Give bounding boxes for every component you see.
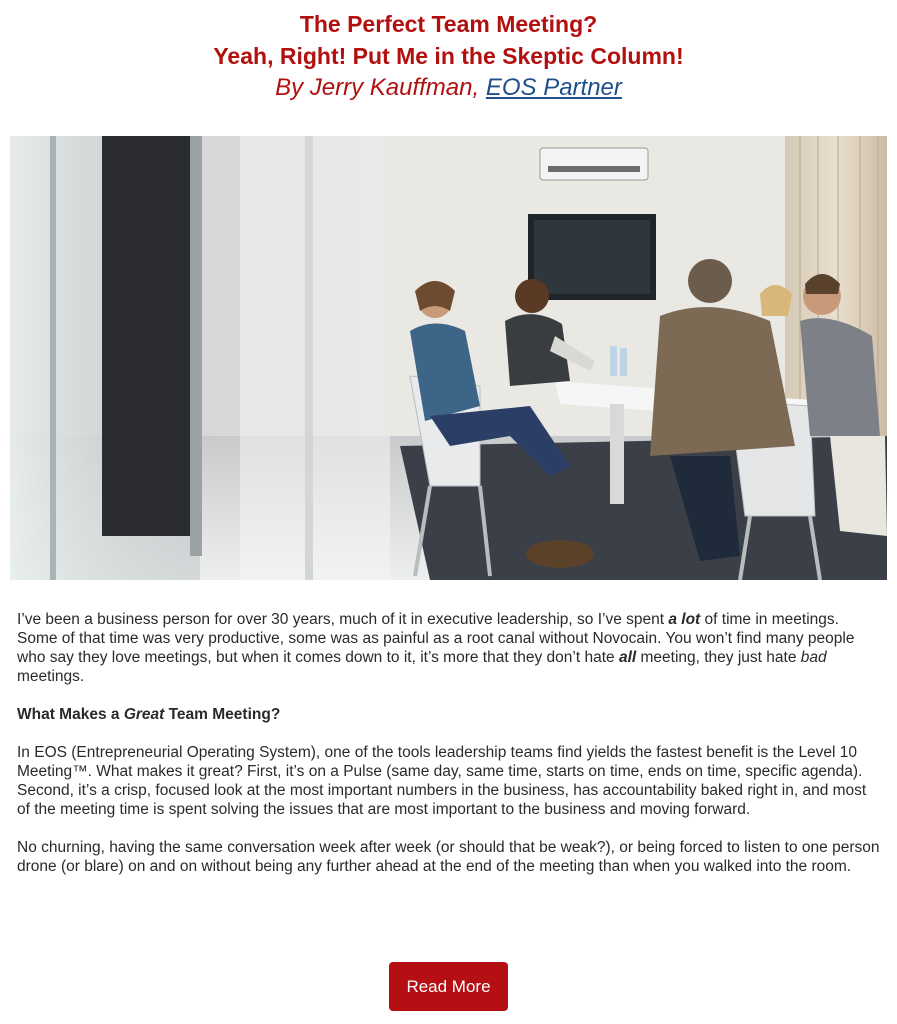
read-more-button[interactable]: Read More bbox=[389, 962, 508, 1011]
closing-paragraph: No churning, having the same conversation week after week (or should that be weak?), or being forced to listen to one person drone (or blare) on and on without being any further ahead at the end of the meeting than when you walked into the room. bbox=[17, 839, 880, 875]
subhead-emphasis-great: Great bbox=[123, 706, 165, 723]
intro-text-1: I’ve been a business person for over 30 years, much of it in executive leadership, so I’ve spent bbox=[17, 611, 669, 628]
article-body bbox=[17, 610, 883, 895]
eos-partner-link[interactable]: EOS Partner bbox=[485, 74, 622, 101]
article-header bbox=[0, 8, 897, 104]
section-subhead bbox=[17, 705, 883, 724]
byline bbox=[0, 72, 897, 104]
meeting-room-illustration bbox=[10, 136, 887, 580]
intro-paragraph bbox=[17, 610, 883, 686]
article-title-line-2: Yeah, Right! Put Me in the Skeptic Column! bbox=[213, 43, 684, 69]
byline-author: By Jerry Kauffman, bbox=[275, 74, 486, 101]
subhead-text-2: Team Meeting? bbox=[164, 706, 281, 723]
intro-text-2: of time in meetings. Some of that time was very productive, some was as painful as a root canal without Novocain. You won’t find many people who say they love meetings, but when it comes down to it, it’s more that they don’t hate bbox=[17, 611, 855, 666]
hero-image bbox=[10, 136, 887, 580]
intro-text-4: meetings. bbox=[17, 668, 85, 685]
article-title-line-1: The Perfect Team Meeting? bbox=[299, 11, 598, 37]
subhead-text-1: What Makes a bbox=[17, 706, 124, 723]
intro-text-3: meeting, they just hate bbox=[636, 649, 801, 666]
intro-emphasis-all: all bbox=[618, 649, 637, 666]
eos-paragraph: In EOS (Entrepreneurial Operating System), one of the tools leadership teams find yields the fastest benefit is the Level 10 Meeting™. What makes it great? First, it’s on a Pulse (same day, same time, starts on time, ends on time, specific agenda). Second, it’s a crisp, focused look at the most important numbers in the business, has accountability baked right in, and most of the meeting time is spent solving the issues that are most important to the business and moving forward. bbox=[17, 744, 867, 818]
intro-emphasis-a-lot: a lot bbox=[668, 611, 701, 628]
intro-emphasis-bad: bad bbox=[800, 649, 827, 666]
